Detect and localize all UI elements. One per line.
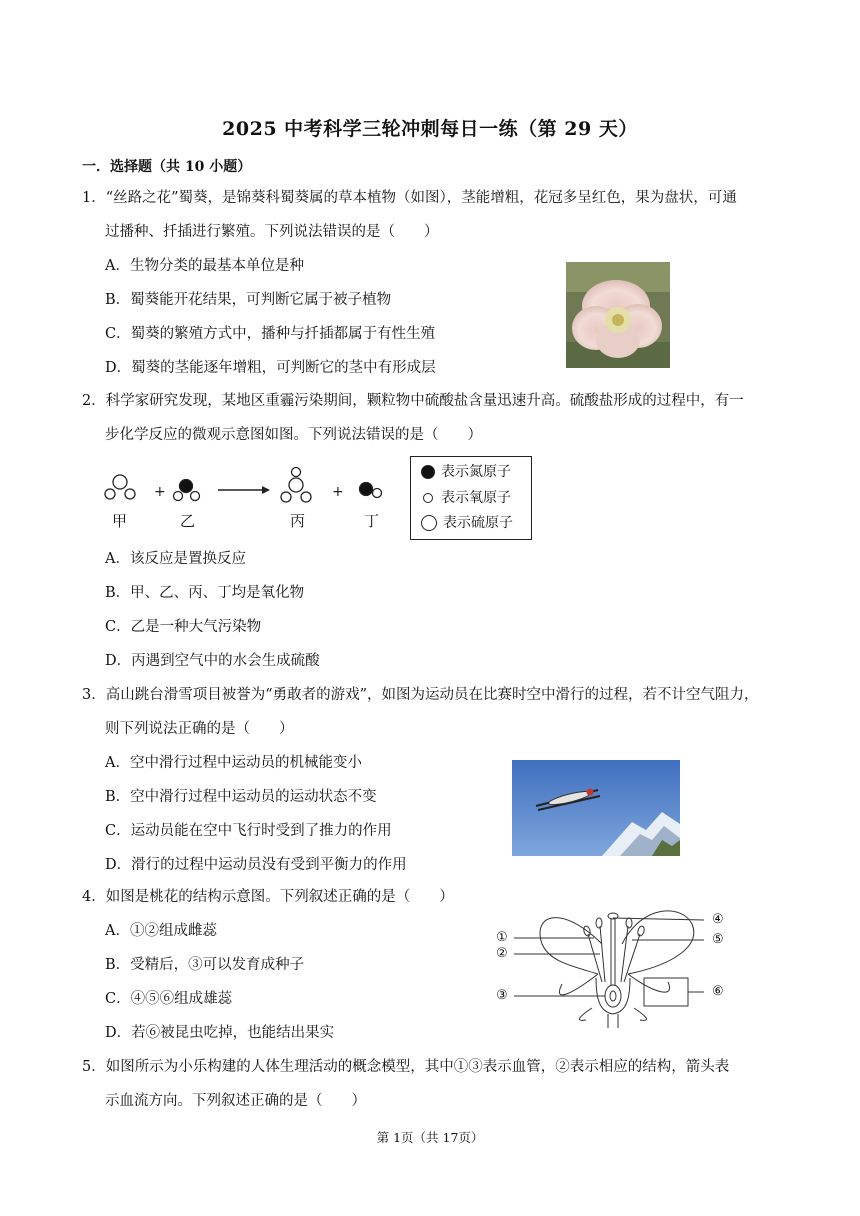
section-heading: 一．选择题（共 10 小题） <box>82 159 252 175</box>
oxygen-atom-icon <box>423 493 433 503</box>
question-5-stem-line-2: 示血流方向。下列叙述正确的是（ ） <box>105 1093 366 1109</box>
question-3-option-a: A．空中滑行过程中运动员的机械能变小 <box>105 755 362 771</box>
legend-row-nitrogen: 表示氮原子 <box>421 461 511 481</box>
flower-label-6: ⑥ <box>712 984 724 999</box>
question-2-option-d: D．丙遇到空气中的水会生成硫酸 <box>105 653 320 669</box>
question-2-stem-line-2: 步化学反应的微观示意图如图。下列说法错误的是（ ） <box>105 427 482 443</box>
molecule-label-jia: 甲 <box>112 512 128 530</box>
question-1-option-d: D．蜀葵的茎能逐年增粗，可判断它的茎中有形成层 <box>105 360 436 376</box>
legend-row-sulfur: 表示硫原子 <box>421 512 513 532</box>
question-3-option-b: B．空中滑行过程中运动员的运动状态不变 <box>105 789 377 805</box>
atom-legend <box>410 456 532 540</box>
question-4-option-c: C．④⑤⑥组成雄蕊 <box>105 991 233 1007</box>
molecule-ding <box>360 483 382 498</box>
question-1-stem-line-1: 1．“丝路之花”蜀葵，是锦葵科蜀葵属的草本植物（如图），茎能增粗，花冠多呈红色，果为盘状，可通 <box>82 190 737 206</box>
question-2-option-a: A．该反应是置换反应 <box>105 551 246 567</box>
legend-row-oxygen: 表示氧原子 <box>421 487 511 507</box>
question-4-option-a: A．①②组成雌蕊 <box>105 923 217 939</box>
molecule-label-ding: 丁 <box>364 512 380 530</box>
question-1-stem-line-2: 过播种、扦插进行繁殖。下列说法错误的是（ ） <box>105 224 439 240</box>
hollyhock-flower-photo <box>566 262 670 368</box>
svg-text:+: + <box>154 484 166 500</box>
molecule-label-yi: 乙 <box>180 512 196 530</box>
molecule-yi <box>174 480 200 501</box>
flower-label-4: ④ <box>712 912 724 927</box>
question-2-option-c: C．乙是一种大气污染物 <box>105 619 262 635</box>
question-3-option-c: C．运动员能在空中飞行时受到了推力的作用 <box>105 823 392 839</box>
flower-label-5: ⑤ <box>712 932 724 947</box>
question-4-option-b: B．受精后，③可以发育成种子 <box>105 957 305 973</box>
question-1-option-c: C．蜀葵的繁殖方式中，播种与扦插都属于有性生殖 <box>105 326 436 342</box>
molecule-label-bing: 丙 <box>290 512 306 530</box>
molecule-jia <box>105 475 135 499</box>
svg-text:+: + <box>332 484 344 500</box>
nitrogen-atom-icon <box>421 465 435 479</box>
question-4-stem-line-1: 4．如图是桃花的结构示意图。下列叙述正确的是（ ） <box>82 889 454 905</box>
question-4-option-d: D．若⑥被昆虫吃掉，也能结出果实 <box>105 1025 335 1041</box>
page-footer: 第 1页（共 17页） <box>376 1130 484 1145</box>
reaction-molecules-diagram <box>100 466 400 510</box>
peach-blossom-structure-diagram <box>492 904 732 1028</box>
question-2-stem-line-1: 2．科学家研究发现，某地区重霾污染期间，颗粒物中硫酸盐含量迅速升高。硫酸盐形成的过程中，有一 <box>82 393 744 409</box>
question-5-stem-line-1: 5．如图所示为小乐构建的人体生理活动的概念模型，其中①③表示血管，②表示相应的结构，箭头表 <box>82 1059 730 1075</box>
molecule-bing <box>281 468 311 503</box>
sulfur-atom-icon <box>421 515 437 531</box>
page-title: 2025 中考科学三轮冲刺每日一练（第 29 天） <box>222 118 638 140</box>
question-2-option-b: B．甲、乙、丙、丁均是氧化物 <box>105 585 305 601</box>
flower-label-1: ① <box>496 930 508 945</box>
flower-label-3: ③ <box>496 988 508 1003</box>
question-3-stem-line-1: 3．高山跳台滑雪项目被誉为“勇敢者的游戏”，如图为运动员在比赛时空中滑行的过程，若不计空气阻力， <box>82 687 759 703</box>
question-1-option-b: B．蜀葵能开花结果，可判断它属于被子植物 <box>105 292 392 308</box>
flower-label-2: ② <box>496 946 508 961</box>
question-3-option-d: D．滑行的过程中运动员没有受到平衡力的作用 <box>105 857 407 873</box>
question-3-stem-line-2: 则下列说法正确的是（ ） <box>105 721 294 737</box>
question-1-option-a: A．生物分类的最基本单位是种 <box>105 258 304 274</box>
ski-jumper-photo <box>512 760 680 856</box>
